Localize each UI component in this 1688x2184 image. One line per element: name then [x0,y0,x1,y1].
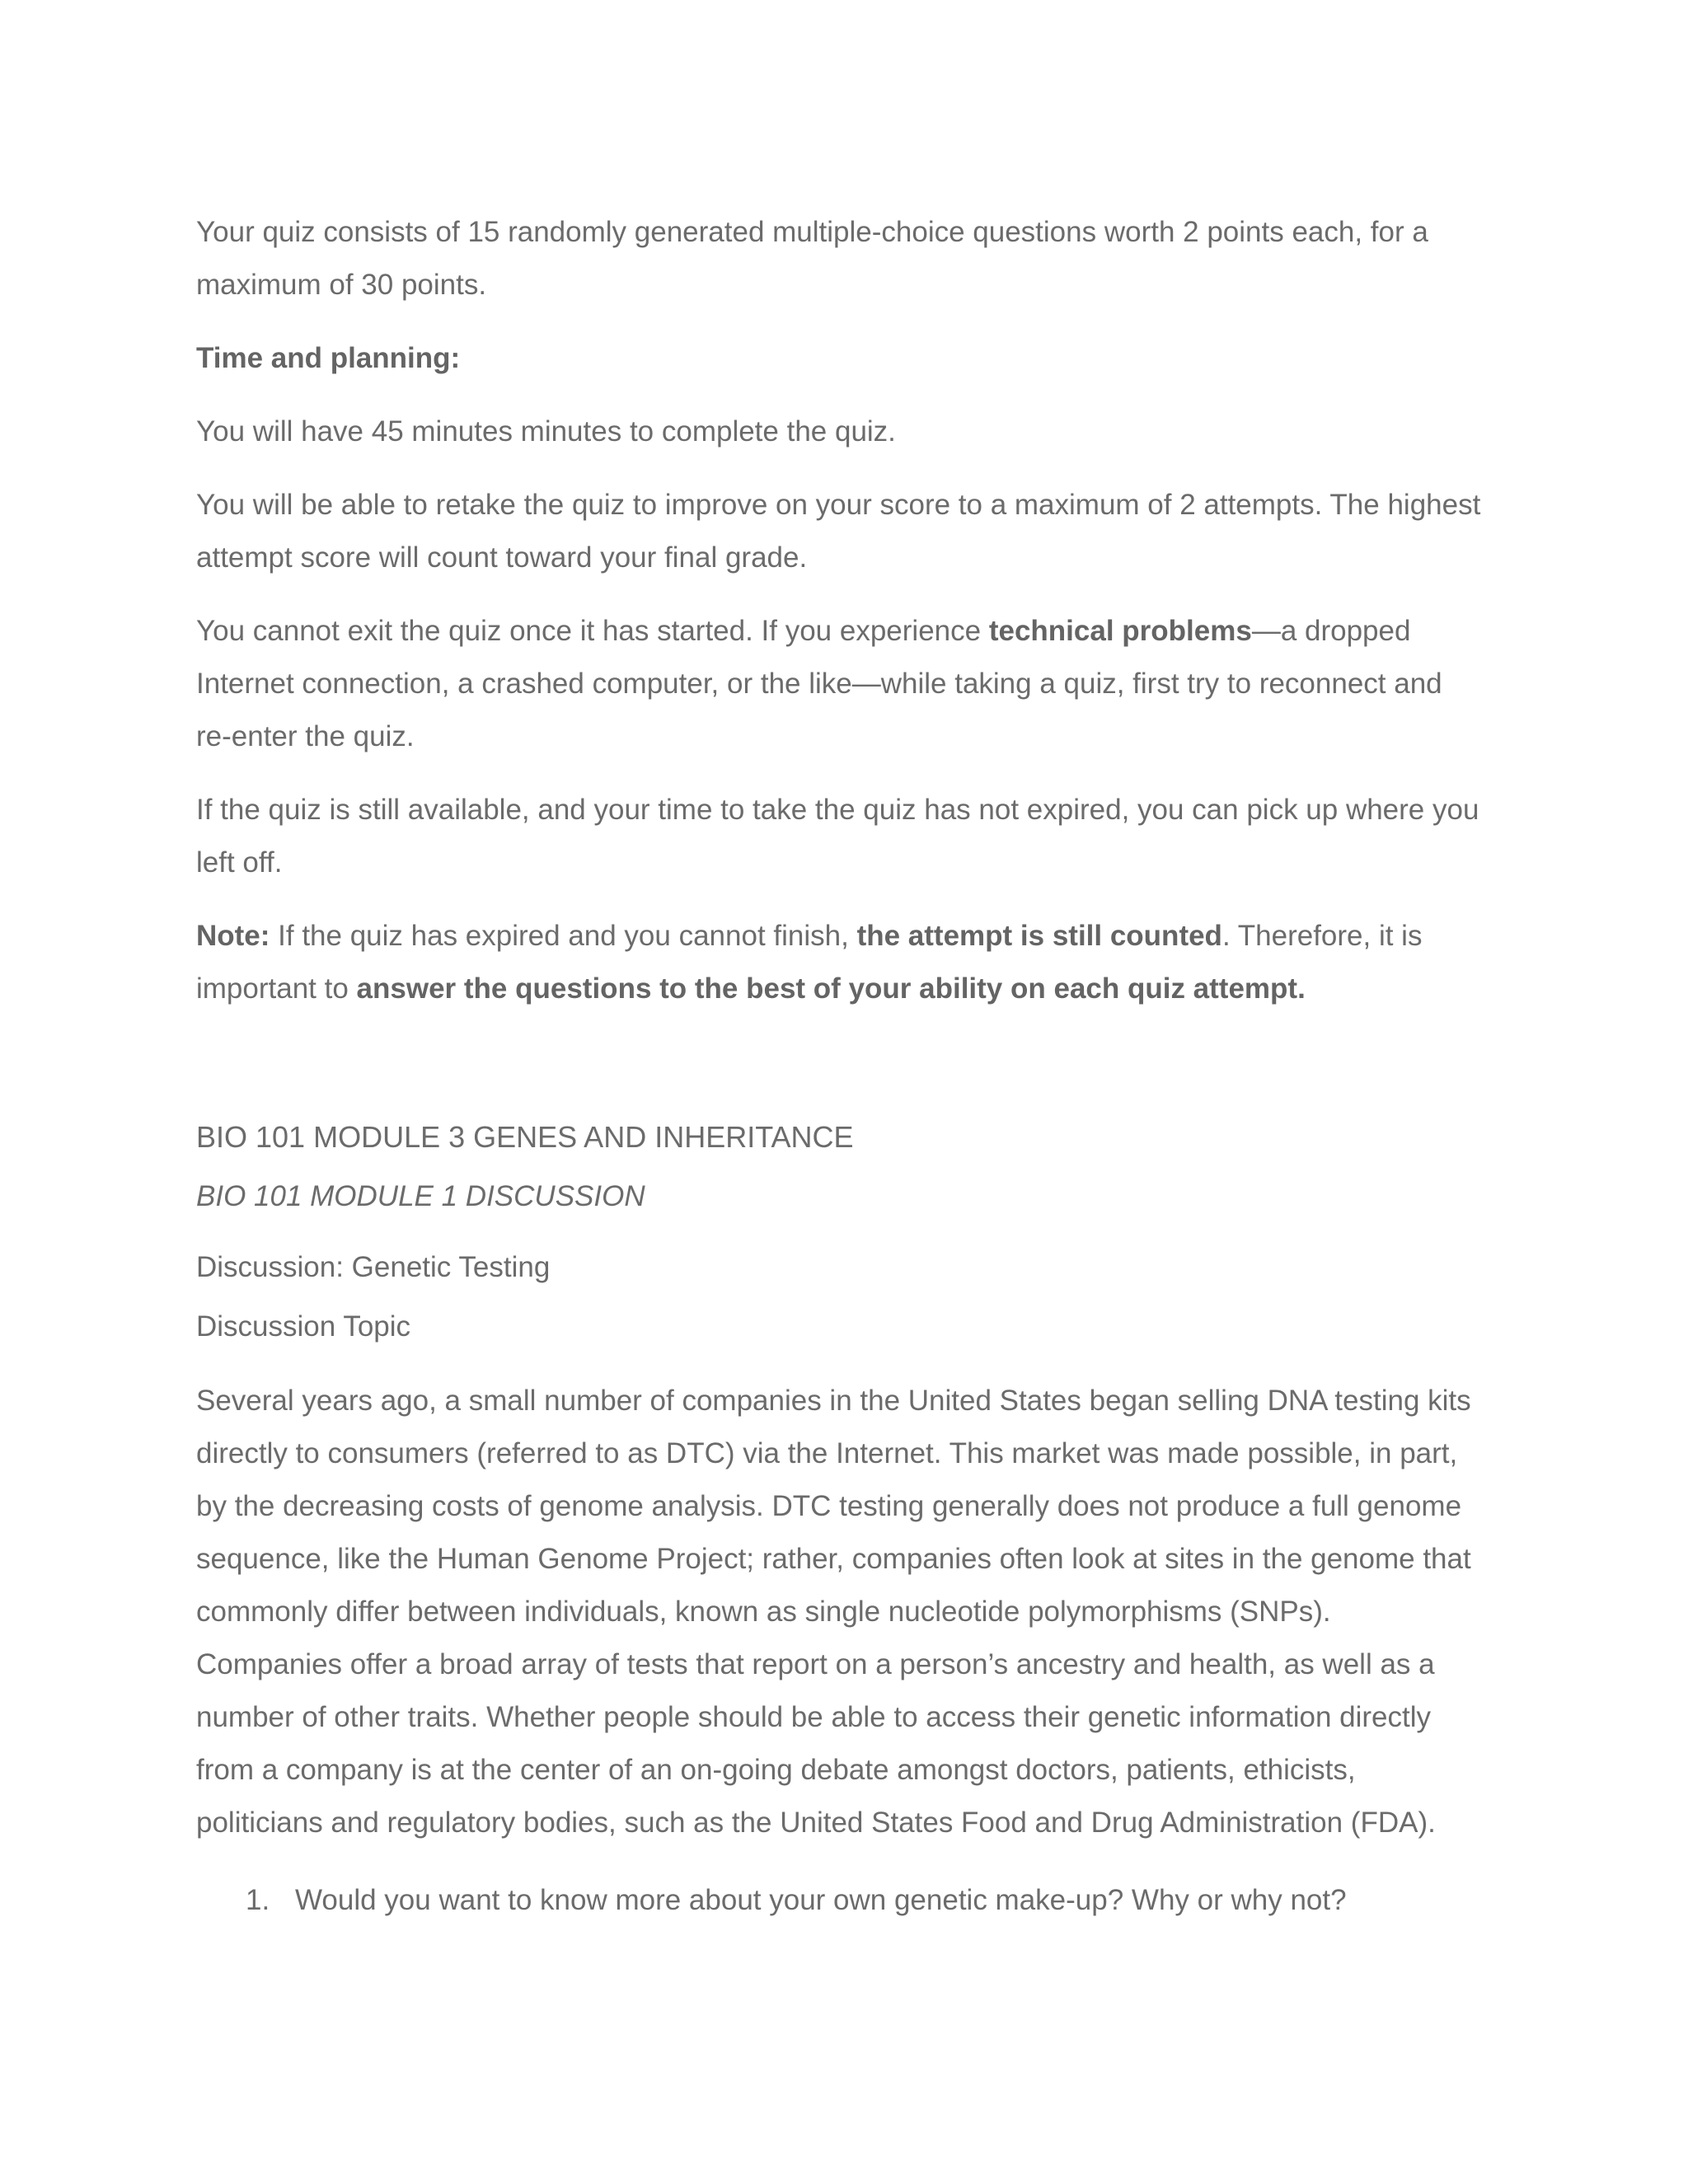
note-bold-answer: answer the questions to the best of your ability on each quiz attempt. [356,972,1306,1005]
exit-text-part1: You cannot exit the quiz once it has started. If you experience [196,615,989,647]
list-item [196,1874,1482,1927]
discussion-topic-label: Discussion Topic [196,1310,411,1343]
note-paragraph [196,910,1482,1015]
note-bold-counted: the attempt is still counted [856,920,1222,952]
quiz-intro: Your quiz consists of 15 randomly generated multiple-choice questions worth 2 points each, for a maximum of 30 points. [196,216,1428,301]
question-list [196,1874,1482,1927]
note-text-part2: . Therefore, it is important to [196,920,1423,1005]
exit-paragraph [196,605,1482,763]
note-text-part1: If the quiz has expired and you cannot finish, [270,920,857,952]
question-text: Would you want to know more about your own genetic make-up? Why or why not? [295,1884,1347,1916]
document-page [196,206,1482,1927]
note-label: Note: [196,920,270,952]
exit-text-part2: —a dropped Internet connection, a crashed computer, or the like—while taking a quiz, first try to reconnect and re-enter the quiz. [196,615,1442,752]
resume-text: If the quiz is still available, and your time to take the quiz has not expired, you can pick up where you left off. [196,794,1479,879]
time-planning-heading: Time and planning: [196,342,461,374]
module-subtitle: BIO 101 MODULE 1 DISCUSSION [196,1180,645,1212]
module-title: BIO 101 MODULE 3 GENES AND INHERITANCE [196,1120,854,1154]
retake-text: You will be able to retake the quiz to improve on your score to a maximum of 2 attempts. The highest attempt score will count toward your final grade. [196,489,1481,574]
question-number: 1. [246,1884,270,1916]
discussion-title: Discussion: Genetic Testing [196,1251,551,1283]
time-limit-text: You will have 45 minutes minutes to complete the quiz. [196,415,896,448]
technical-problems-bold: technical problems [988,615,1252,647]
discussion-body: Several years ago, a small number of companies in the United States began selling DNA testing kits directly to consumers (referred to as DTC) via the Internet. This market was made possible, in part, by the decreasing costs of genome analysis. DTC testing generally does not produce a full genome sequence, like the Human Genome Project; rather, companies often look at sites in the genome that commonly differ between individuals, known as single nucleotide polymorphisms (SNPs). Companies offer a broad array of tests that report on a person’s ancestry and health, as well as a number of other traits. Whether people should be able to access their genetic information directly from a company is at the center of an on-going debate amongst doctors, patients, ethicists, politicians and regulatory bodies, such as the United States Food and Drug Administration (FDA). [196,1385,1471,1839]
